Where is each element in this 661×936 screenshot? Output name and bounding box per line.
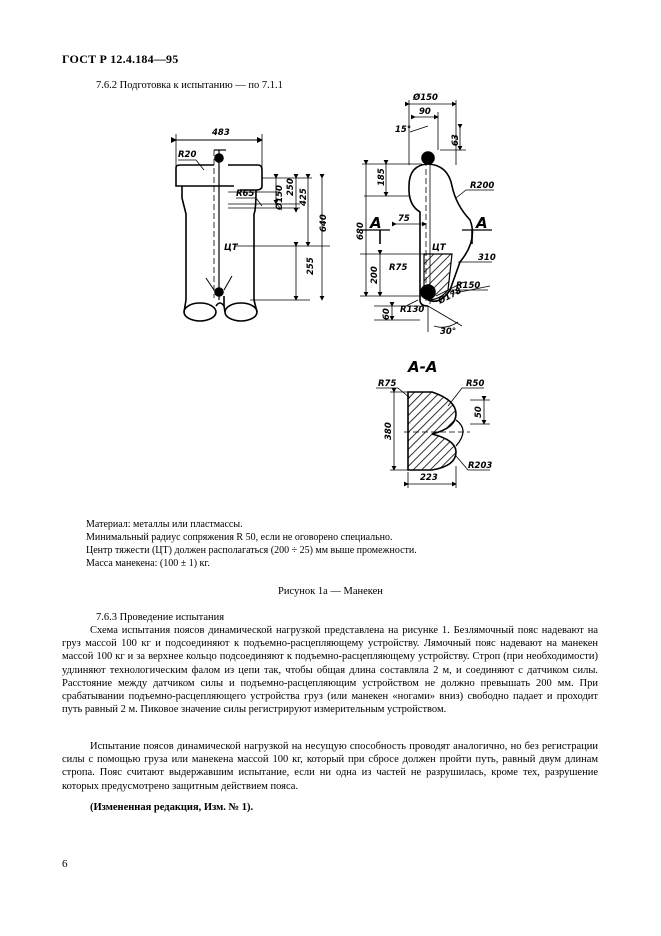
dim-aa-50: 50 [474,406,484,418]
dim-255: 255 [306,257,316,275]
dim-640: 640 [319,214,329,232]
dim-aa-380: 380 [384,422,394,440]
dim-30deg: 30° [440,327,457,337]
note-radius: Минимальный радиус сопряжения R 50, если не оговорено специально. [86,532,393,543]
section-mark-a-right: A [476,214,488,232]
dim-aa-223: 223 [420,473,438,483]
dim-r150: R150 [456,281,481,291]
note-mass: Масса манекена: (100 ± 1) кг. [86,558,210,569]
dim-680: 680 [356,222,366,240]
amendment-note: (Измененная редакция, Изм. № 1). [90,802,254,813]
document-header: ГОСТ Р 12.4.184—95 [62,52,179,66]
dim-15deg: 15° [395,125,412,135]
paragraph-text: Испытание поясов динамической нагрузкой на несущую способность проводят аналогично, но без регистрации силы с помощью груза или манекена массой 100 кг, который при сбросе должен пройти путь, равный двум длинам стропа. Пояс считают выдержавшим испытание, если ни одна из частей не разрушилась, кроме тех, разрушение которых предусмотрено защитным действием пояса. [62,741,598,792]
section-7-6-2-heading: 7.6.2 Подготовка к испытанию — по 7.1.1 [96,80,283,91]
dim-r75: R75 [389,263,408,273]
dim-483: 483 [212,128,230,138]
dim-r130: R130 [400,305,425,315]
note-material: Материал: металлы или пластмассы. [86,519,243,530]
dim-d178: Ø178 [436,286,464,307]
dim-d150: Ø150 [275,185,285,210]
note-center-of-gravity: Центр тяжести (ЦТ) должен располагаться (200 ÷ 25) мм выше промежности. [86,545,417,556]
front-view [176,134,330,321]
dim-200: 200 [370,266,380,284]
dim-r20: R20 [178,150,197,160]
dim-aa-r50: R50 [466,379,485,389]
section-aa-title: А-А [408,358,438,376]
dim-90: 90 [419,107,431,117]
dim-60: 60 [382,308,392,320]
page-number: 6 [62,858,68,870]
section-7-6-3-heading: 7.6.3 Проведение испытания [96,612,225,623]
dim-aa-r75: R75 [378,379,397,389]
figure-caption: Рисунок 1а — Манекен [278,586,383,597]
label-ct-front: ЦТ [224,243,238,253]
dim-aa-r203: R203 [468,461,493,471]
dim-310: 310 [478,253,496,263]
paragraph-load-capacity-test [62,740,598,793]
dim-d150-top: Ø150 [413,93,438,103]
paragraph-test-scheme [62,624,598,716]
dim-425: 425 [299,188,309,206]
dim-r65: R65 [236,189,255,199]
dim-63: 63 [451,134,461,146]
dim-185: 185 [377,168,387,186]
figure-notes [86,518,417,570]
dim-250: 250 [286,178,296,196]
paragraph-text: Схема испытания поясов динамической нагрузкой представлена на рисунке 1. Безлямочный пояс надевают на груз массой 100 кг и подсоединяют к подъемно-расцепляющему устройству. Лямочный пояс надевают на манекен массой 100 кг и за верхнее кольцо подсоединяют к подъемно-расцепляющему устройству. Строп (при необходимости) удлиняют технологическим фалом из цепи так, чтобы общая длина составляла 2 м, и соединяют с датчиком силы. Расстояние между датчиком силы и подъемно-расцепляющим устройством не должно превышать 200 мм. При срабатывании подъемно-расцепляющего устройства груз (или манекен «ногами» вниз) свободно падает и проходит путь равный 2 м. Пиковое значение силы регистрируют измерительным устройством. [62,625,598,716]
label-ct-side: ЦТ [432,243,446,253]
dim-75: 75 [398,214,410,224]
section-mark-a-left: A [370,214,382,232]
dim-r200: R200 [470,181,495,191]
